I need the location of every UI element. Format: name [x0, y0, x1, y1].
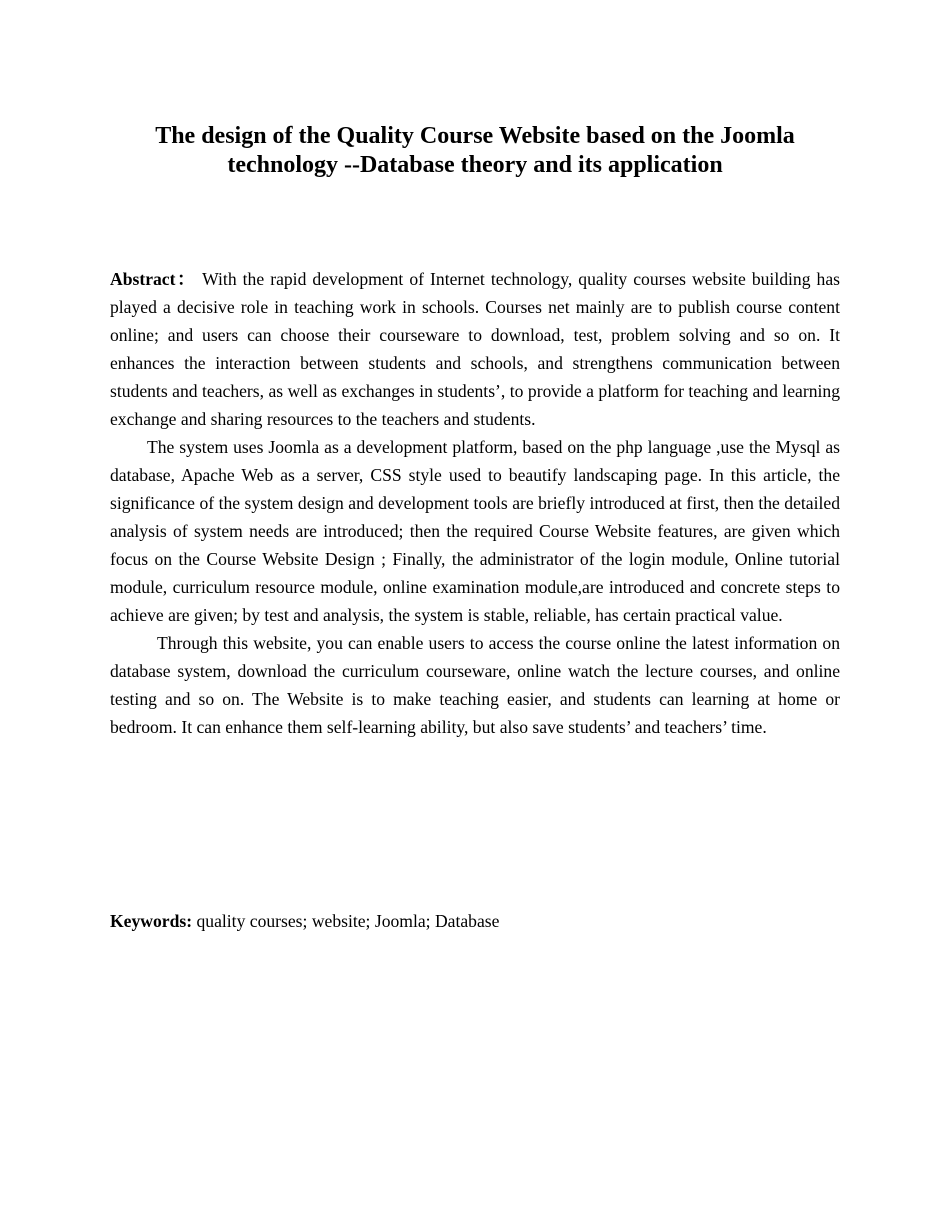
keywords-text: quality courses; website; Joomla; Database: [196, 911, 500, 931]
abstract-text-2: The system uses Joomla as a development platform, based on the php language ,use the Mysql as database, Apache Web as a server, CSS style used to beautify landscaping page. In this article, the significance of the system design and development tools are briefly introduced at first, then the detailed analysis of system needs are introduced; then the required Course Website features, are given which focus on the Course Website Design ; Finally, the administrator of the login module, Online tutorial module, curriculum resource module, online examination module,are introduced and concrete steps to achieve are given; by test and analysis, the system is stable, reliable, has certain practical value.: [110, 437, 840, 625]
keywords-label: Keywords:: [110, 911, 193, 931]
abstract-paragraph-2: [110, 433, 840, 629]
abstract-text-1: With the rapid development of Internet technology, quality courses website building has played a decisive role in teaching work in schools. Courses net mainly are to publish course content online; and users can choose their courseware to download, test, problem solving and so on. It enhances the interaction between students and schools, and strengthens communication between students and teachers, as well as exchanges in students’, to provide a platform for teaching and learning exchange and sharing resources to the teachers and students.: [110, 269, 840, 429]
abstract-paragraph-1: [110, 265, 840, 433]
title-line-2: technology --Database theory and its application: [227, 152, 723, 178]
title-line-1: The design of the Quality Course Website based on the Joomla: [155, 123, 795, 149]
abstract-section: [110, 265, 840, 741]
abstract-label: Abstract：: [110, 269, 197, 289]
abstract-text-3: Through this website, you can enable users to access the course online the latest information on database system, download the curriculum courseware, online watch the lecture courses, and online testing and so on. The Website is to make teaching easier, and students can learning at home or bedroom. It can enhance them self-learning ability, but also save students’ and teachers’ time.: [110, 633, 840, 737]
keywords-section: [110, 907, 840, 935]
abstract-paragraph-3: [110, 629, 840, 741]
page-title: [110, 122, 840, 180]
